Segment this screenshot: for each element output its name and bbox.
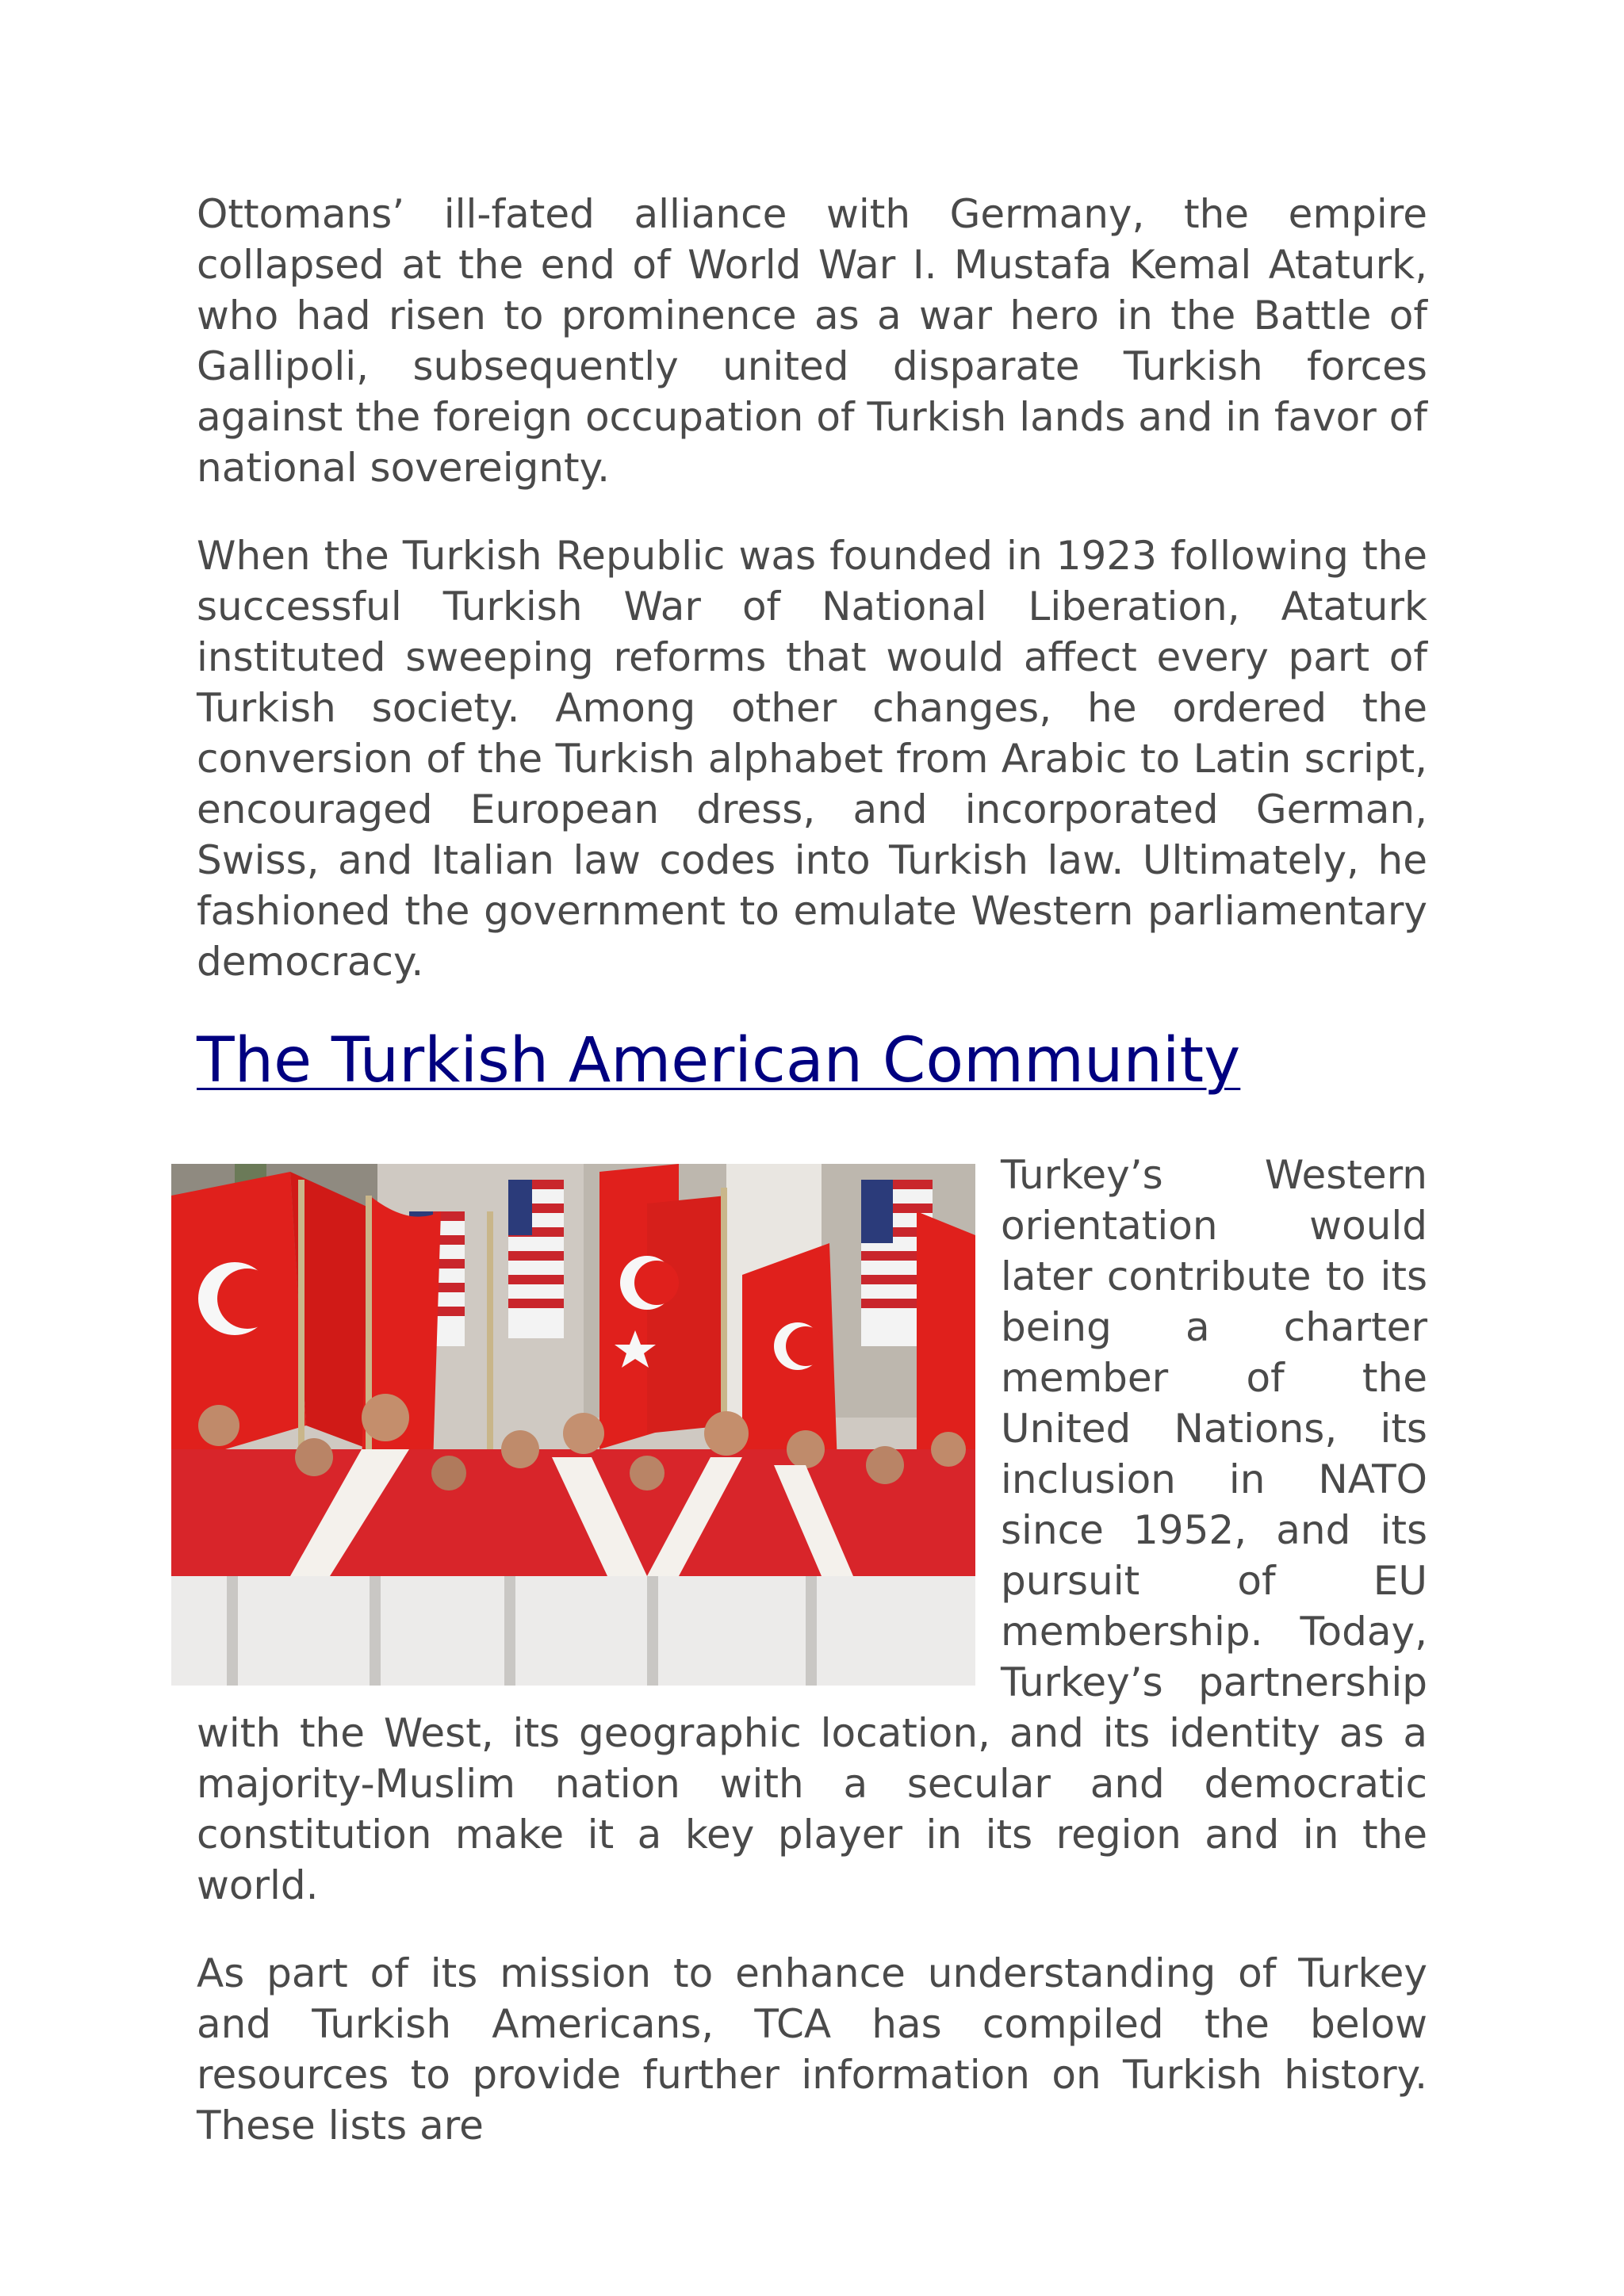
parade-photo <box>171 1164 975 1686</box>
parade-photo-illustration <box>171 1164 975 1686</box>
document-body <box>197 189 1427 2188</box>
paragraph-republic-founding: When the Turkish Republic was founded in 1923 following the successful Turkish War of National Liberation, Ataturk instituted sweeping reforms that would affect every part of Turkish society. Among other changes, he ordered the conversion of the Turkish alphabet from Arabic to Latin script, encouraged European dress, and incorporated German, Swiss, and Italian law codes into Turkish law. Ultimately, he fashioned the government to emulate Western parliamentary democracy. <box>197 533 1427 985</box>
section-heading <box>197 1024 1427 1097</box>
paragraph-ottoman-collapse: Ottomans’ ill-fated alliance with Germany, the empire collapsed at the end of World War I. Mustafa Kemal Ataturk, who had risen to prominence as a war hero in the Battle of Gallipoli, subsequently united disparate Turkish forces against the foreign occupation of Turkish lands and in favor of national sovereignty. <box>197 191 1427 491</box>
paragraph-western-orientation: Turkey’s Western orientation would later contribute to its being a charter member of the United Nations, its inclusion in NATO since 1952, and its pursuit of EU membership. Today, Turkey’s partnership with the West, its geographic location, and its identity as a majority-Muslim nation with a secular and democratic constitution make it a key player in its region and in the world. <box>197 1152 1427 1908</box>
paragraph-tca-resources: As part of its mission to enhance understanding of Turkey and Turkish Americans, TCA has compiled the below resources to provide further information on Turkish history. These lists are <box>197 1950 1427 2149</box>
section-heading-link[interactable]: The Turkish American Community <box>197 1025 1241 1096</box>
